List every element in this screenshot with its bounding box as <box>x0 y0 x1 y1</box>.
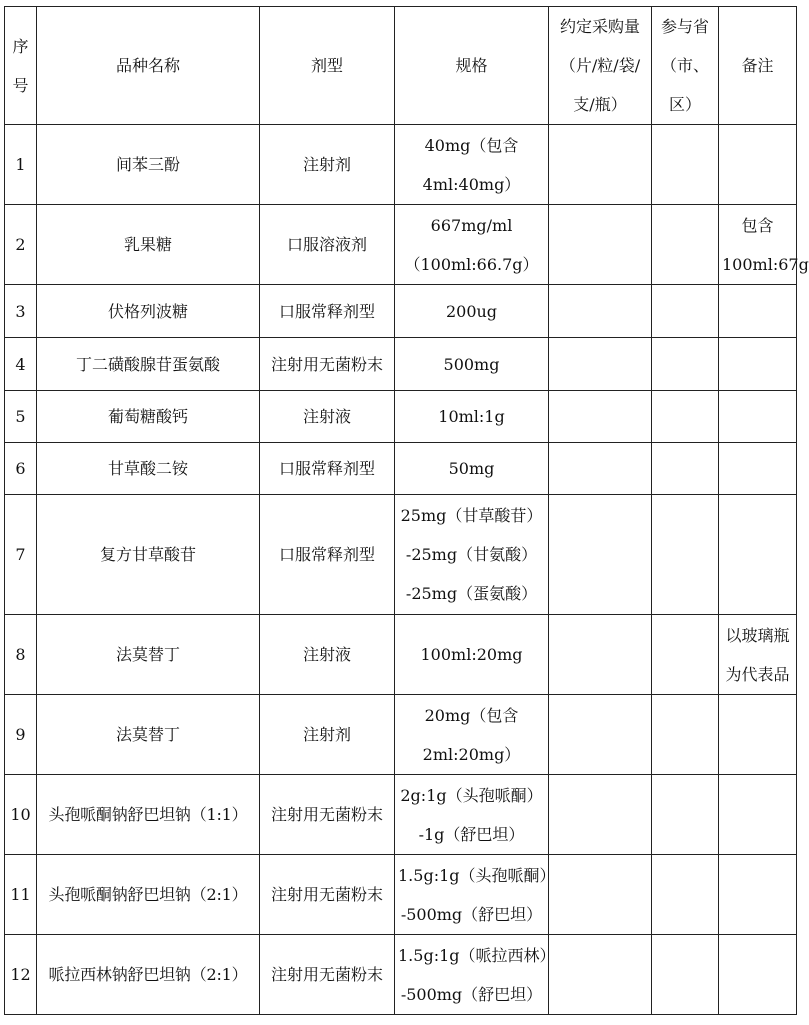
cell-name: 头孢哌酮钠舒巴坦钠（1:1） <box>37 775 260 855</box>
cell-spec-line: 4ml:40mg） <box>422 174 521 194</box>
cell-spec-line: 1.5g:1g（头孢哌酮） <box>398 865 556 885</box>
cell-spec <box>395 695 549 775</box>
cell-quantity <box>549 935 652 1015</box>
cell-form: 注射用无菌粉末 <box>260 338 395 391</box>
cell-spec <box>395 495 549 615</box>
cell-form: 口服溶液剂 <box>260 205 395 285</box>
cell-quantity <box>549 443 652 495</box>
cell-note <box>719 775 797 855</box>
cell-note <box>719 443 797 495</box>
cell-form: 注射用无菌粉末 <box>260 775 395 855</box>
cell-province <box>652 125 719 205</box>
cell-spec <box>395 935 556 1015</box>
cell-province <box>652 615 719 695</box>
cell-seq: 9 <box>5 695 37 775</box>
cell-spec-lines <box>398 696 545 774</box>
cell-spec <box>395 855 556 935</box>
cell-spec-lines <box>398 496 545 613</box>
cell-seq: 10 <box>5 775 37 855</box>
header-note: 备注 <box>719 7 797 125</box>
cell-seq: 8 <box>5 615 37 695</box>
cell-spec-line: -500mg（舒巴坦） <box>400 984 543 1004</box>
cell-province <box>652 205 719 285</box>
table-row <box>5 855 797 935</box>
cell-spec-line: 40mg（包含 <box>424 135 519 155</box>
header-province-lines <box>655 7 715 124</box>
cell-spec <box>395 338 549 391</box>
cell-quantity <box>549 695 652 775</box>
cell-name: 乳果糖 <box>37 205 260 285</box>
cell-note <box>719 935 797 1015</box>
table-row <box>5 775 797 855</box>
cell-quantity <box>549 205 652 285</box>
cell-province <box>652 285 719 338</box>
header-seq-line: 号 <box>12 75 29 95</box>
cell-name: 法莫替丁 <box>37 695 260 775</box>
cell-spec <box>395 205 549 285</box>
cell-province <box>652 775 719 855</box>
cell-note <box>719 338 797 391</box>
cell-spec <box>395 125 549 205</box>
cell-spec-lines <box>398 856 556 934</box>
cell-spec-lines <box>398 635 545 674</box>
cell-province <box>652 338 719 391</box>
cell-quantity <box>549 391 652 443</box>
cell-spec <box>395 775 549 855</box>
cell-quantity <box>549 615 652 695</box>
cell-province <box>652 935 719 1015</box>
cell-spec-lines <box>398 449 545 488</box>
cell-seq: 3 <box>5 285 37 338</box>
cell-form: 口服常释剂型 <box>260 495 395 615</box>
header-quantity-line: 约定采购量 <box>559 17 640 36</box>
cell-name: 葡萄糖酸钙 <box>37 391 260 443</box>
cell-form: 注射用无菌粉末 <box>260 855 395 935</box>
cell-spec-line: 1.5g:1g（哌拉西林） <box>398 945 556 965</box>
table-row <box>5 205 797 285</box>
header-row <box>5 7 797 125</box>
cell-spec <box>395 443 549 495</box>
cell-spec <box>395 285 549 338</box>
table-row <box>5 935 797 1015</box>
table-row <box>5 338 797 391</box>
header-name: 品种名称 <box>37 7 260 125</box>
cell-province <box>652 443 719 495</box>
cell-note-lines <box>722 206 809 284</box>
cell-spec-lines <box>398 936 556 1014</box>
cell-name: 法莫替丁 <box>37 615 260 695</box>
cell-quantity <box>549 855 652 935</box>
cell-province <box>652 855 719 935</box>
cell-note-lines <box>722 616 793 694</box>
header-province <box>652 7 719 125</box>
cell-note <box>719 695 797 775</box>
cell-quantity <box>549 775 652 855</box>
cell-spec-line: -25mg（蛋氨酸） <box>405 584 538 603</box>
cell-spec-line: -25mg（甘氨酸） <box>405 545 538 564</box>
cell-spec-line: 50mg <box>448 459 495 478</box>
header-seq-line: 序 <box>12 36 29 56</box>
cell-spec-line: 500mg <box>443 354 500 374</box>
cell-form: 注射剂 <box>260 125 395 205</box>
header-province-line: （市、 <box>660 56 709 75</box>
cell-name: 间苯三酚 <box>37 125 260 205</box>
cell-quantity <box>549 125 652 205</box>
cell-note <box>719 615 797 695</box>
header-seq-lines <box>8 27 33 105</box>
cell-spec-line: 2g:1g（头孢哌酮） <box>400 785 543 805</box>
cell-form: 口服常释剂型 <box>260 285 395 338</box>
cell-spec-lines <box>398 292 545 331</box>
cell-spec-line: -500mg（舒巴坦） <box>400 904 543 924</box>
table-body <box>5 125 809 1015</box>
cell-note-line: 为代表品 <box>725 664 790 684</box>
cell-spec-line: （100ml:66.7g） <box>404 254 539 274</box>
cell-spec-lines <box>398 206 545 284</box>
cell-spec-line: 2ml:20mg） <box>422 744 521 764</box>
table-row <box>5 495 797 615</box>
cell-note <box>719 125 797 205</box>
table-row <box>5 285 797 338</box>
header-seq <box>5 7 37 125</box>
cell-seq: 4 <box>5 338 37 391</box>
header-quantity <box>549 7 652 125</box>
cell-seq: 12 <box>5 935 37 1015</box>
cell-quantity <box>549 285 652 338</box>
cell-note-line: 100ml:67g <box>722 254 809 274</box>
cell-form: 注射液 <box>260 615 395 695</box>
table-row <box>5 391 797 443</box>
cell-province <box>652 695 719 775</box>
cell-note <box>719 205 809 285</box>
table-row <box>5 125 797 205</box>
cell-province <box>652 495 719 615</box>
table-row <box>5 615 797 695</box>
cell-province <box>652 391 719 443</box>
cell-seq: 11 <box>5 855 37 935</box>
cell-spec <box>395 615 549 695</box>
cell-seq: 1 <box>5 125 37 205</box>
cell-spec-lines <box>398 397 545 436</box>
header-spec: 规格 <box>395 7 549 125</box>
cell-note-line: 包含 <box>741 215 774 235</box>
cell-name: 丁二磺酸腺苷蛋氨酸 <box>37 338 260 391</box>
cell-seq: 6 <box>5 443 37 495</box>
cell-spec-line: 10ml:1g <box>438 407 505 426</box>
cell-form: 口服常释剂型 <box>260 443 395 495</box>
cell-seq: 7 <box>5 495 37 615</box>
cell-name: 复方甘草酸苷 <box>37 495 260 615</box>
cell-quantity <box>549 495 652 615</box>
header-form: 剂型 <box>260 7 395 125</box>
cell-seq: 5 <box>5 391 37 443</box>
cell-quantity <box>549 338 652 391</box>
cell-seq: 2 <box>5 205 37 285</box>
cell-spec-line: 667mg/ml <box>430 215 513 235</box>
cell-spec <box>395 391 549 443</box>
cell-spec-line: -1g（舒巴坦） <box>418 824 525 844</box>
cell-name: 头孢哌酮钠舒巴坦钠（2:1） <box>37 855 260 935</box>
cell-spec-line: 100ml:20mg <box>420 645 523 664</box>
table-row <box>5 443 797 495</box>
header-quantity-lines <box>552 7 648 124</box>
header-province-line: 参与省 <box>660 17 709 36</box>
table-row <box>5 695 797 775</box>
cell-spec-lines <box>398 776 545 854</box>
cell-spec-line: 20mg（包含 <box>424 705 519 725</box>
cell-note <box>719 285 797 338</box>
cell-name: 哌拉西林钠舒巴坦钠（2:1） <box>37 935 260 1015</box>
cell-note-line: 以玻璃瓶 <box>725 625 790 645</box>
cell-form: 注射用无菌粉末 <box>260 935 395 1015</box>
cell-form: 注射液 <box>260 391 395 443</box>
cell-spec-line: 25mg（甘草酸苷） <box>400 506 543 525</box>
procurement-table <box>4 6 809 1015</box>
cell-spec-lines <box>398 345 545 384</box>
cell-note <box>719 495 797 615</box>
cell-note <box>719 855 797 935</box>
header-quantity-line: 支/瓶） <box>573 95 627 114</box>
cell-form: 注射剂 <box>260 695 395 775</box>
cell-spec-line: 200ug <box>445 301 498 321</box>
cell-name: 甘草酸二铵 <box>37 443 260 495</box>
cell-name: 伏格列波糖 <box>37 285 260 338</box>
cell-note <box>719 391 797 443</box>
cell-spec-lines <box>398 126 545 204</box>
header-quantity-line: （片/粒/袋/ <box>559 56 641 75</box>
header-province-line: 区） <box>668 95 701 114</box>
